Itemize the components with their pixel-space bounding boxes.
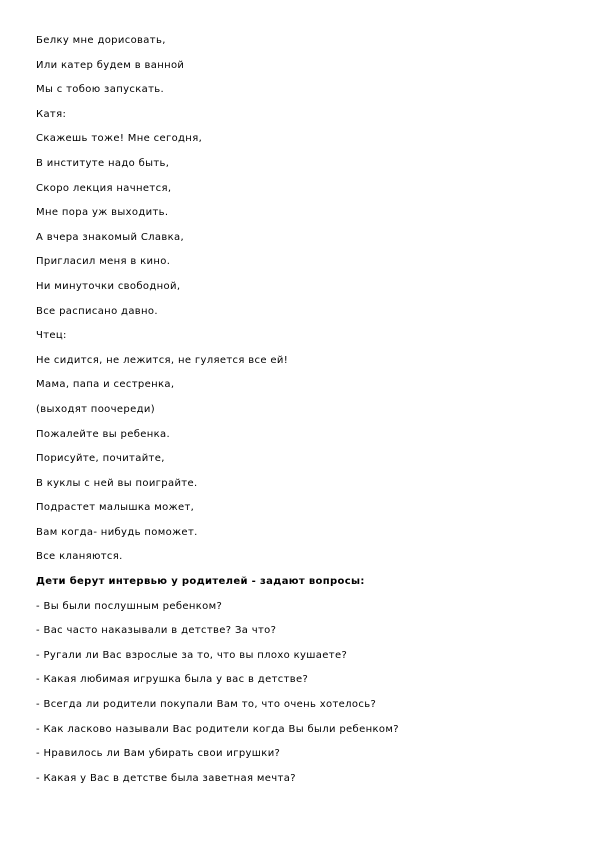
text-line: - Вы были послушным ребенком? bbox=[36, 600, 223, 612]
text-line: Все кланяются. bbox=[36, 551, 123, 563]
text-line: Порисуйте, почитайте, bbox=[36, 453, 165, 465]
text-line: Подрастет малышка может, bbox=[36, 502, 195, 514]
text-line: Пригласил меня в кино. bbox=[36, 256, 171, 268]
text-line: Мы с тобою запускать. bbox=[36, 84, 165, 96]
text-line: Мама, папа и сестренка, bbox=[36, 379, 175, 391]
text-line: Катя: bbox=[36, 108, 67, 120]
text-line: Или катер будем в ванной bbox=[36, 59, 185, 71]
text-line: Ни минуточки свободной, bbox=[36, 280, 181, 292]
text-line: В куклы с ней вы поиграйте. bbox=[36, 477, 198, 489]
text-line: - Нравилось ли Вам убирать свои игрушки? bbox=[36, 748, 281, 760]
text-line: - Всегда ли родители покупали Вам то, что очень хотелось? bbox=[36, 699, 377, 711]
text-line: В институте надо быть, bbox=[36, 157, 170, 169]
text-line: Не сидится, не лежится, не гуляется все ей! bbox=[36, 354, 289, 366]
text-line: Все расписано давно. bbox=[36, 305, 158, 317]
text-line: Вам когда- нибудь поможет. bbox=[36, 526, 198, 538]
text-line: - Какая любимая игрушка была у вас в детстве? bbox=[36, 674, 309, 686]
text-line: Мне пора уж выходить. bbox=[36, 207, 169, 219]
text-line: - Как ласково называли Вас родители когда Вы были ребенком? bbox=[36, 723, 399, 735]
text-line: (выходят поочереди) bbox=[36, 403, 155, 415]
text-line: Пожалейте вы ребенка. bbox=[36, 428, 170, 440]
text-line: Скажешь тоже! Мне сегодня, bbox=[36, 133, 203, 145]
document-text-body bbox=[36, 34, 566, 796]
text-line: - Какая у Вас в детстве была заветная мечта? bbox=[36, 772, 296, 784]
text-line: - Вас часто наказывали в детстве? За что? bbox=[36, 625, 277, 637]
text-line: - Ругали ли Вас взрослые за то, что вы плохо кушаете? bbox=[36, 649, 348, 661]
section-heading: Дети берут интервью у родителей - задают вопросы: bbox=[36, 576, 365, 588]
text-line: Чтец: bbox=[36, 330, 67, 342]
text-line: Скоро лекция начнется, bbox=[36, 182, 172, 194]
text-line: Белку мне дорисовать, bbox=[36, 35, 166, 46]
text-line: А вчера знакомый Славка, bbox=[36, 231, 185, 243]
